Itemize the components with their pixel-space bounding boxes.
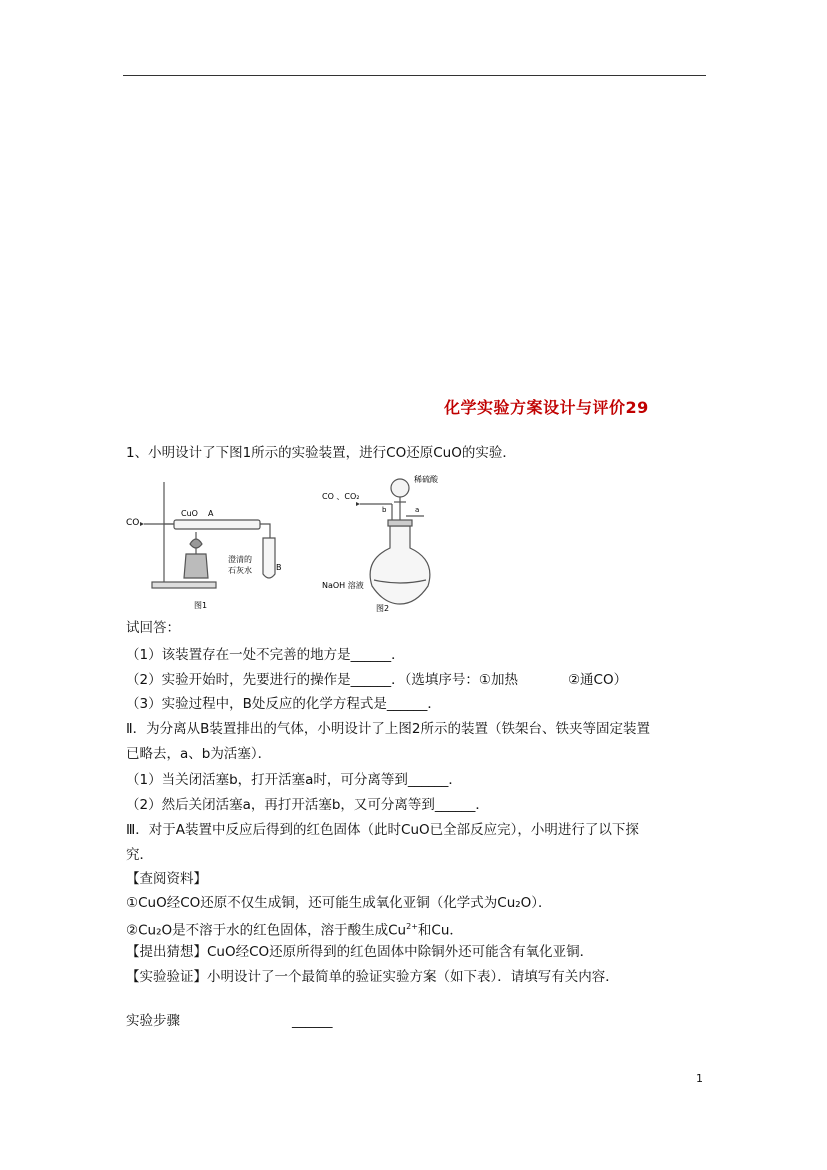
part-2-line-2: 已略去，a、b为活塞）． [126, 746, 272, 762]
fig2-a-label: a [415, 506, 420, 514]
fig2-caption: 图2 [376, 604, 390, 613]
figure-2-apparatus [320, 468, 460, 614]
header-rule [123, 75, 706, 76]
reference-heading: 【查阅资料】 [126, 871, 207, 887]
verification: 【实验验证】小明设计了一个最简单的验证实验方案（如下表）．请填写有关内容． [126, 969, 619, 985]
fig1-co-label: CO [126, 518, 140, 528]
reference-1: ①CuO经CO还原不仅生成铜，还可能生成氧化亚铜（化学式为Cu₂O）． [126, 895, 552, 911]
reference-2-pre: ②Cu₂O是不溶于水的红色固体，溶于酸生成Cu [126, 922, 407, 939]
table-blank: ______ [292, 1013, 333, 1029]
page-title: 化学实验方案设计与评价29 [444, 398, 649, 417]
fig1-limewater-line1: 澄清的 [228, 555, 252, 564]
fig1-a-label: A [208, 509, 214, 518]
question-2-text: （2）实验开始时，先要进行的操作是______．（选填序号：①加热 [126, 672, 518, 688]
answer-prompt: 试回答： [126, 620, 180, 636]
question-1: （1）该装置存在一处不完善的地方是______． [126, 647, 405, 663]
reference-2 [126, 917, 463, 941]
figure-1-apparatus [124, 478, 284, 614]
question-3: （3）实验过程中，B处反应的化学方程式是______． [126, 696, 441, 712]
question-2 [126, 670, 627, 690]
fig2-naoh-label: NaOH 溶液 [322, 581, 364, 590]
table-step-label: 实验步骤 [126, 1013, 180, 1029]
fig1-caption: 图1 [194, 601, 208, 610]
question-2-option: ②通CO） [567, 672, 628, 688]
question-intro: 1、小明设计了下图1所示的实验装置，进行CO还原CuO的实验． [126, 445, 516, 461]
fig1-cuo-label: CuO [181, 509, 198, 518]
reference-2-sup: 2+ [406, 922, 418, 931]
part-2-question-1: （1）当关闭活塞b，打开活塞a时，可分离等到______． [126, 772, 462, 788]
fig2-b-label: b [382, 506, 387, 514]
fig2-gas-label: CO 、CO₂ [322, 492, 360, 501]
page-number: 1 [696, 1072, 703, 1085]
part-3-line-2: 究． [126, 847, 153, 863]
fig1-b-label: B [276, 563, 282, 572]
hypothesis: 【提出猜想】CuO经CO还原所得到的红色固体中除铜外还可能含有氧化亚铜． [126, 944, 594, 960]
part-2-line-1: Ⅱ．为分离从B装置排出的气体，小明设计了上图2所示的装置（铁架台、铁夹等固定装置 [126, 721, 650, 737]
fig2-acid-label: 稀硫酸 [414, 475, 438, 484]
part-2-question-2: （2）然后关闭活塞a，再打开活塞b，又可分离等到______． [126, 797, 489, 813]
part-3-line-1: Ⅲ．对于A装置中反应后得到的红色固体（此时CuO已全部反应完），小明进行了以下探 [126, 822, 639, 838]
reference-2-post: 和Cu． [417, 922, 463, 939]
fig1-limewater-line2: 石灰水 [228, 566, 252, 575]
